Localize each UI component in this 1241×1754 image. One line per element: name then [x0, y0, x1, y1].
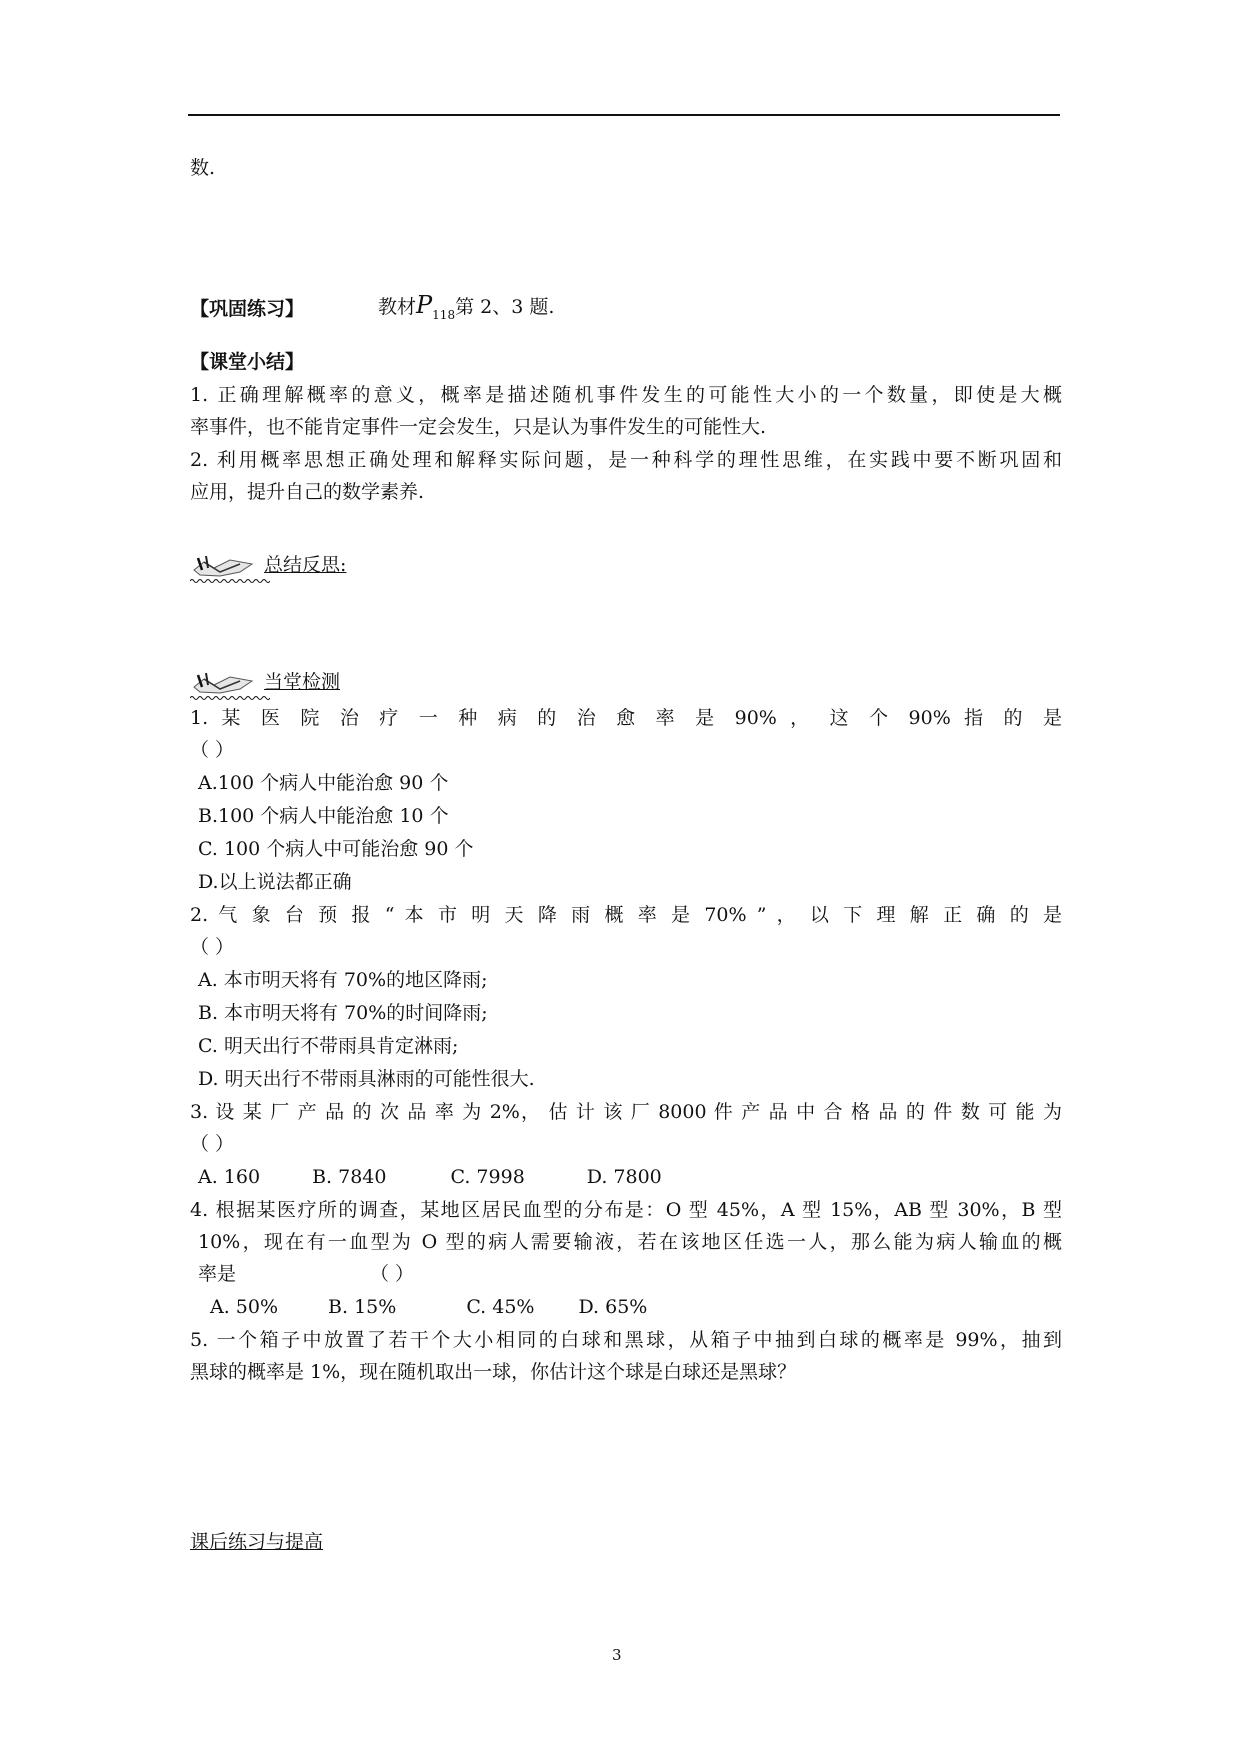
summary-line: 率事件，也不能肯定事件一定会发生，只是认为事件发生的可能性大.	[190, 416, 767, 438]
q4-blank: （ ）	[370, 1263, 415, 1285]
summary-line: 应用，提升自己的数学素养.	[190, 481, 425, 503]
q3-option: C. 7998	[450, 1166, 525, 1188]
q5-line: 5. 一个箱子中放置了若干个大小相同的白球和黑球，从箱子中抽到白球的概率是 99%，抽到	[190, 1329, 1062, 1351]
summary-line: 1. 正确理解概率的意义，概率是描述随机事件发生的可能性大小的一个数量，即使是大概	[190, 384, 1062, 406]
summary-heading: 【课堂小结】	[190, 351, 305, 373]
q3-option: B. 7840	[312, 1166, 387, 1188]
wavy-underline	[190, 578, 270, 584]
reflection-title	[190, 550, 346, 580]
q2-option: A. 本市明天将有 70%的地区降雨;	[198, 969, 488, 991]
q2-blank: （ ）	[190, 936, 235, 958]
q1-stem: 1. 某 医 院 治 疗 一 种 病 的 治 愈 率 是 90% ， 这 个 90% 指 的 是	[190, 707, 1062, 729]
q4-line: 率是	[198, 1263, 237, 1285]
q4-line: 4. 根据某医疗所的调查，某地区居民血型的分布是：O 型 45%，A 型 15%，AB 型 30%，B 型	[190, 1199, 1062, 1221]
q3-option: A. 160	[198, 1166, 261, 1188]
pen-book-icon	[190, 550, 256, 580]
top-fragment: 数.	[190, 157, 216, 179]
q3-stem: 3. 设 某 厂 产 品 的 次 品 率 为 2%， 估 计 该 厂 8000 件 产 品 中 合 格 品 的 件 数 可 能 为	[190, 1101, 1062, 1123]
check-title	[190, 667, 340, 697]
q4-options	[210, 1294, 1082, 1320]
q1-option: D.以上说法都正确	[198, 871, 352, 893]
ref-suffix: 第 2、3 题.	[455, 296, 555, 318]
wavy-underline	[190, 695, 270, 701]
q4-line: 10%，现在有一血型为 O 型的病人需要输液，若在该地区任选一人，那么能为病人输血的概	[198, 1231, 1062, 1253]
q4-option: C. 45%	[466, 1296, 535, 1318]
q2-option: D. 明天出行不带雨具淋雨的可能性很大.	[198, 1068, 535, 1090]
textbook-reference	[378, 292, 1241, 328]
ref-p: P	[416, 291, 433, 319]
q4-option: A. 50%	[210, 1296, 279, 1318]
q3-options	[198, 1164, 1070, 1190]
q1-option: B.100 个病人中能治愈 10 个	[198, 805, 449, 827]
ref-sub: 118	[432, 308, 456, 322]
pen-book-icon	[190, 667, 256, 697]
page-number: 3	[612, 1646, 622, 1664]
q5-line: 黑球的概率是 1%，现在随机取出一球，你估计这个球是白球还是黑球？	[190, 1361, 797, 1383]
header-rule	[188, 114, 1060, 116]
q2-option: C. 明天出行不带雨具肯定淋雨;	[198, 1035, 459, 1057]
q1-option: A.100 个病人中能治愈 90 个	[198, 772, 449, 794]
consolidation-heading: 【巩固练习】	[190, 298, 305, 320]
q4-option: D. 65%	[578, 1296, 648, 1318]
q3-blank: （ ）	[190, 1133, 235, 1155]
after-class-title: 课后练习与提高	[190, 1531, 324, 1553]
q1-blank: （ ）	[190, 739, 235, 761]
ref-prefix: 教材	[378, 296, 417, 318]
q4-option: B. 15%	[328, 1296, 397, 1318]
summary-line: 2. 利用概率思想正确处理和解释实际问题，是一种科学的理性思维，在实践中要不断巩固和	[190, 449, 1062, 471]
q3-option: D. 7800	[586, 1166, 662, 1188]
q2-option: B. 本市明天将有 70%的时间降雨;	[198, 1002, 488, 1024]
q1-option: C. 100 个病人中可能治愈 90 个	[198, 838, 474, 860]
reflection-label: 总结反思:	[264, 554, 347, 576]
check-label: 当堂检测	[264, 671, 341, 693]
q2-stem: 2. 气 象 台 预 报 “ 本 市 明 天 降 雨 概 率 是 70% ” ， 以 下 理 解 正 确 的 是	[190, 904, 1062, 926]
